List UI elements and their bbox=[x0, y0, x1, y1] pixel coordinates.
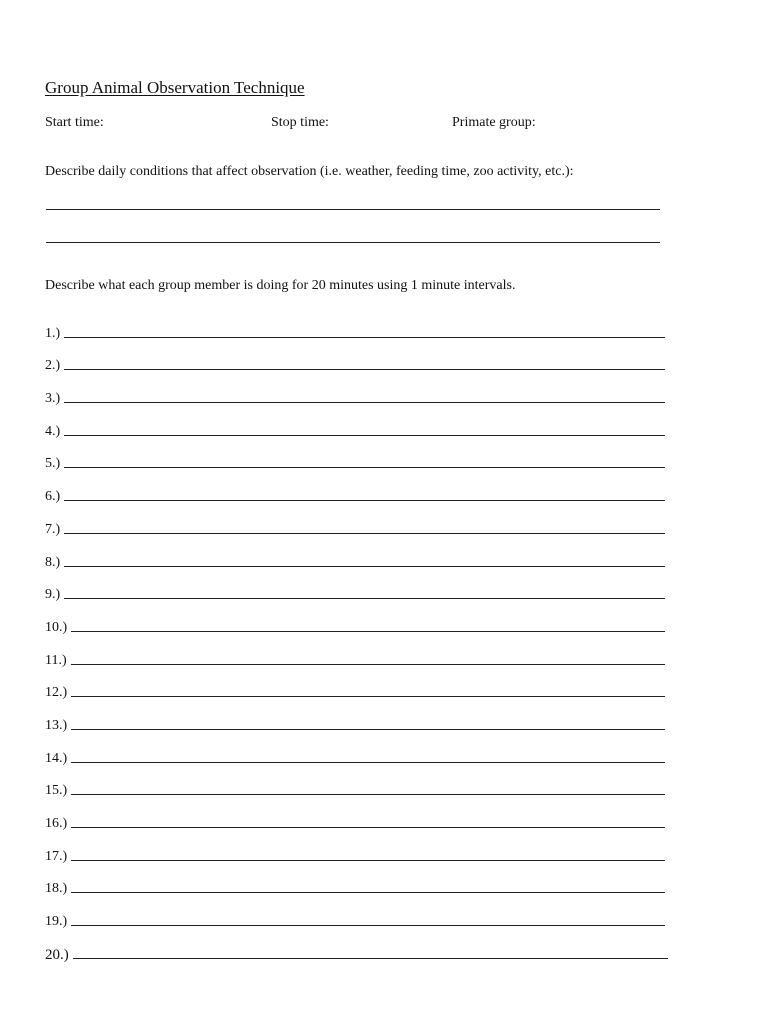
interval-entry bbox=[45, 897, 665, 930]
entry-answer-line[interactable] bbox=[71, 794, 665, 795]
entry-number: 17.) bbox=[45, 848, 68, 864]
entry-answer-line[interactable] bbox=[64, 467, 665, 468]
entry-answer-line[interactable] bbox=[71, 892, 665, 893]
entry-answer-line[interactable] bbox=[71, 860, 665, 861]
interval-entry bbox=[45, 505, 665, 538]
interval-entry bbox=[45, 374, 665, 407]
conditions-prompt: Describe daily conditions that affect observation (i.e. weather, feeding time, zoo activity, etc.): bbox=[45, 164, 574, 179]
stop-time-label: Stop time: bbox=[271, 115, 329, 130]
entry-number: 10.) bbox=[45, 619, 68, 635]
entry-number: 19.) bbox=[45, 914, 68, 930]
interval-entry bbox=[45, 538, 665, 571]
entry-answer-line[interactable] bbox=[73, 958, 668, 959]
entry-number: 16.) bbox=[45, 816, 68, 831]
conditions-answer-line-2[interactable] bbox=[46, 242, 660, 243]
entry-number: 11.) bbox=[45, 652, 67, 668]
entry-answer-line[interactable] bbox=[64, 533, 665, 534]
entry-answer-line[interactable] bbox=[71, 827, 665, 828]
interval-entry bbox=[45, 407, 665, 440]
interval-entry bbox=[45, 636, 665, 669]
entry-answer-line[interactable] bbox=[71, 696, 665, 697]
entry-number: 12.) bbox=[45, 685, 68, 701]
entry-number: 13.) bbox=[45, 717, 68, 733]
interval-entry bbox=[45, 832, 665, 865]
page-title: Group Animal Observation Technique bbox=[45, 78, 305, 97]
entry-number: 4.) bbox=[45, 423, 61, 439]
interval-entry bbox=[45, 734, 665, 767]
entry-answer-line[interactable] bbox=[71, 664, 665, 665]
start-time-label: Start time: bbox=[45, 115, 104, 130]
entry-number: 20.) bbox=[45, 946, 69, 963]
interval-entry bbox=[45, 865, 665, 898]
interval-entry bbox=[45, 472, 665, 505]
interval-entry bbox=[45, 571, 665, 604]
intervals-prompt: Describe what each group member is doing for 20 minutes using 1 minute intervals. bbox=[45, 278, 516, 293]
interval-entry bbox=[45, 309, 665, 342]
entry-answer-line[interactable] bbox=[71, 762, 665, 763]
entry-answer-line[interactable] bbox=[64, 369, 665, 370]
entry-number: 14.) bbox=[45, 750, 68, 766]
interval-entry bbox=[45, 440, 665, 473]
interval-entry bbox=[45, 669, 665, 702]
primate-group-label: Primate group: bbox=[452, 115, 536, 130]
interval-entry bbox=[45, 767, 665, 800]
entry-answer-line[interactable] bbox=[71, 631, 665, 632]
entry-answer-line[interactable] bbox=[64, 566, 665, 567]
entry-answer-line[interactable] bbox=[71, 729, 665, 730]
interval-entry bbox=[45, 930, 668, 963]
entry-number: 8.) bbox=[45, 554, 61, 570]
interval-entry-list bbox=[45, 309, 665, 963]
conditions-answer-line-1[interactable] bbox=[46, 209, 660, 210]
entry-number: 15.) bbox=[45, 783, 68, 799]
entry-number: 9.) bbox=[45, 587, 61, 603]
entry-number: 5.) bbox=[45, 456, 61, 472]
entry-number: 6.) bbox=[45, 489, 61, 505]
entry-answer-line[interactable] bbox=[71, 925, 665, 926]
entry-number: 18.) bbox=[45, 881, 68, 897]
interval-entry bbox=[45, 603, 665, 636]
entry-answer-line[interactable] bbox=[64, 402, 665, 403]
entry-answer-line[interactable] bbox=[64, 598, 665, 599]
interval-entry bbox=[45, 799, 665, 832]
interval-entry bbox=[45, 342, 665, 375]
entry-answer-line[interactable] bbox=[64, 435, 665, 436]
interval-entry bbox=[45, 701, 665, 734]
entry-number: 3.) bbox=[45, 391, 61, 407]
entry-answer-line[interactable] bbox=[64, 500, 665, 501]
entry-answer-line[interactable] bbox=[64, 337, 665, 338]
entry-number: 1.) bbox=[45, 325, 61, 341]
entry-number: 2.) bbox=[45, 358, 61, 374]
entry-number: 7.) bbox=[45, 521, 61, 537]
